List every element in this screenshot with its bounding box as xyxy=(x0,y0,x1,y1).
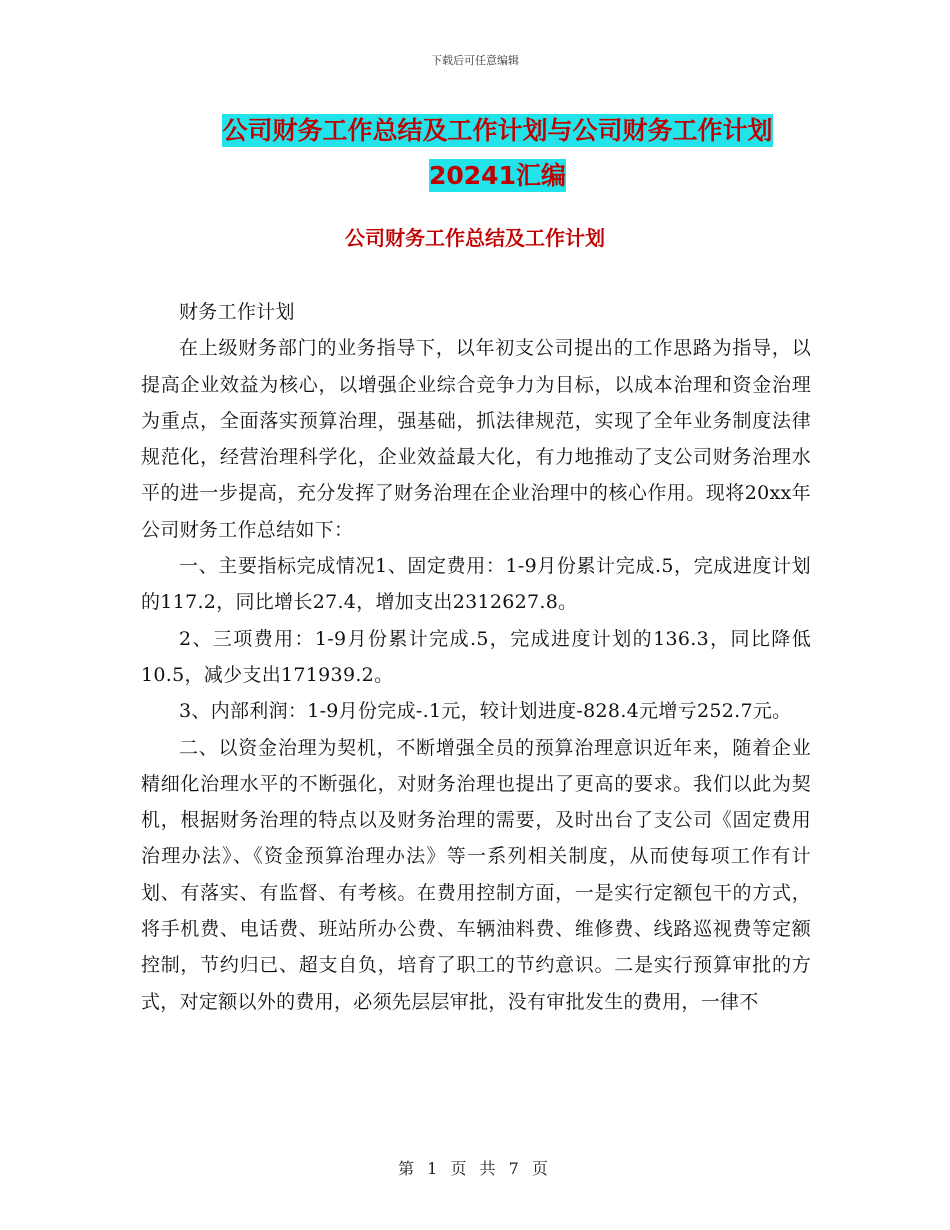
section-title: 公司财务工作总结及工作计划 xyxy=(345,226,605,250)
document-title-line-1: 公司财务工作总结及工作计划与公司财务工作计划 xyxy=(222,116,773,145)
paragraph: 2、三项费用：1-9月份累计完成.5，完成进度计划的136.3，同比降低10.5，减少支出171939.2。 xyxy=(141,627,811,686)
page-header-note: 下载后可任意编辑 xyxy=(431,54,519,67)
paragraph: 财务工作计划 xyxy=(179,301,295,323)
paragraph: 二、以资金治理为契机，不断增强全员的预算治理意识近年来，随着企业精细化治理水平的不断强化，对财务治理也提出了更高的要求。我们以此为契机，根据财务治理的特点以及财务治理的需要，及时出台了支公司《固定费用治理办法》、《资金预算治理办法》等一系列相关制度，从而使每项工作有计划、有落实、有监督、有考核。在费用控制方面，一是实行定额包干的方式，将手机费、电话费、班站所办公费、车辆油料费、维修费、线路巡视费等定额控制，节约归已、超支自负，培育了职工的节约意识。二是实行预算审批的方式，对定额以外的费用，必须先层层审批，没有审批发生的费用，一律不 xyxy=(141,736,811,1013)
paragraph: 在上级财务部门的业务指导下，以年初支公司提出的工作思路为指导，以提高企业效益为核心，以增强企业综合竞争力为目标，以成本治理和资金治理为重点，全面落实预算治理，强基础，抓法律规范，实现了全年业务制度法律规范化，经营治理科学化，企业效益最大化，有力地推动了支公司财务治理水平的进一步提高，充分发挥了财务治理在企业治理中的核心作用。现将20xx年公司财务工作总结如下： xyxy=(141,337,811,541)
document-title-line-2: 20241汇编 xyxy=(429,161,566,190)
paragraph: 一、主要指标完成情况1、固定费用：1-9月份累计完成.5，完成进度计划的117.2，同比增长27.4，增加支出2312627.8。 xyxy=(141,555,811,614)
document-title xyxy=(145,108,850,198)
page-number-footer: 第 1 页 共 7 页 xyxy=(398,1159,552,1178)
paragraph: 3、内部利润：1-9月份完成-.1元，较计划进度-828.4元增亏252.7元。 xyxy=(179,700,792,723)
body-text xyxy=(141,294,811,1020)
